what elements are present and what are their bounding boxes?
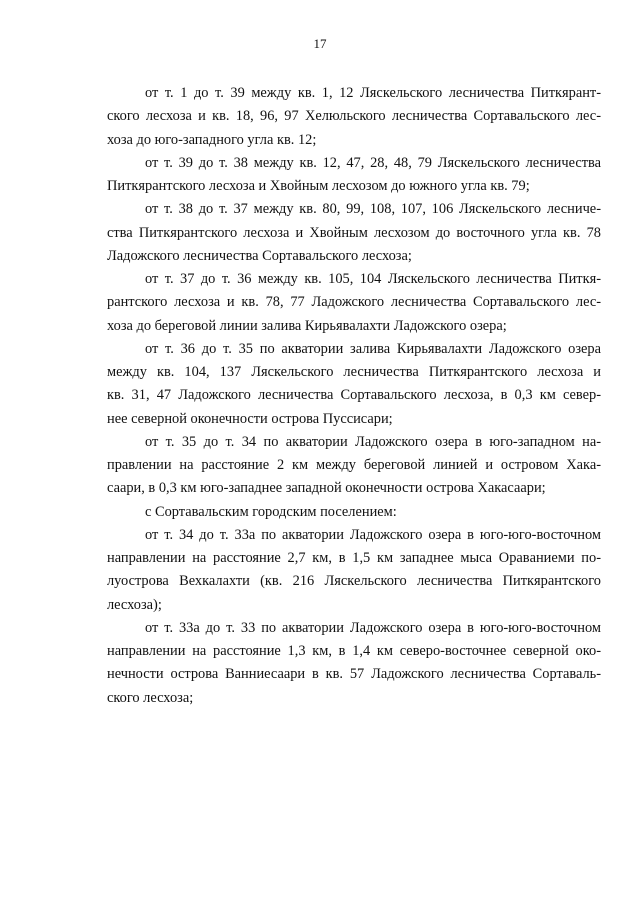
text-line: от т. 38 до т. 37 между кв. 80, 99, 108, 107, 106 Ляскельского лесниче- [145, 201, 601, 218]
text-line: рантского лесхоза и кв. 78, 77 Ладожского лесничества Сортавальского лес- [107, 294, 601, 311]
text-line: ского лесхоза и кв. 18, 96, 97 Хелюльского лесничества Сортавальского лес- [107, 108, 601, 125]
text-line: от т. 1 до т. 39 между кв. 1, 12 Ляскельского лесничества Питкярант- [145, 85, 601, 101]
text-line: от т. 35 до т. 34 по акватории Ладожского озера в юго-западном на- [145, 433, 601, 450]
text-line: нечности острова Ванниесаари в кв. 57 Ладожского лесничества Сортаваль- [107, 666, 601, 683]
text-line: хоза до юго-западного угла кв. 12; [107, 131, 317, 148]
page-number: 17 [313, 36, 327, 51]
text-line: от т. 34 до т. 33а по акватории Ладожского озера в юго-юго-восточном [145, 526, 601, 543]
text-line: хоза до береговой линии залива Кирьявалахти Ладожского озера; [107, 317, 507, 334]
text-line: от т. 33а до т. 33 по акватории Ладожского озера в юго-юго-восточном [145, 619, 601, 636]
text-line: от т. 36 до т. 35 по акватории залива Кирьявалахти Ладожского озера [145, 340, 601, 357]
text-line: лесхоза); [107, 596, 162, 613]
text-line: направлении на расстояние 1,3 км, в 1,4 км северо-восточнее северной око- [107, 643, 601, 659]
text-line: Ладожского лесничества Сортавальского лесхоза; [107, 247, 412, 264]
text-line: направлении на расстояние 2,7 км, в 1,5 км западнее мыса Оравaниеми по- [107, 550, 601, 566]
text-line: ства Питкярантского лесхоза и Хвойным лесхозом до восточного угла кв. 78 [107, 224, 601, 241]
text-line: Питкярантского лесхоза и Хвойным лесхозом до южного угла кв. 79; [107, 178, 530, 194]
text-line: саари, в 0,3 км юго-западнее западной оконечности острова Хакасаари; [107, 480, 546, 497]
text-line: правлении на расстояние 2 км между береговой линией и островом Хака- [107, 457, 601, 473]
text-line: с Сортавальским городским поселением: [145, 503, 397, 520]
text-line: от т. 39 до т. 38 между кв. 12, 47, 28, 48, 79 Ляскельского лесничества [145, 154, 601, 171]
document-body [107, 82, 601, 710]
text-line: от т. 37 до т. 36 между кв. 105, 104 Ляскельского лесничества Питкя- [145, 271, 601, 287]
text-line: между кв. 104, 137 Ляскельского лесничества Питкярантского лесхоза и [107, 364, 601, 380]
text-line: луострова Вехкалахти (кв. 216 Ляскельского лесничества Питкярантского [107, 573, 601, 590]
text-line: ского лесхоза; [107, 689, 194, 706]
text-line: кв. 31, 47 Ладожского лесничества Сортавальского лесхоза, в 0,3 км север- [107, 387, 601, 404]
text-line: нее северной оконечности острова Пуссисари; [107, 410, 393, 427]
